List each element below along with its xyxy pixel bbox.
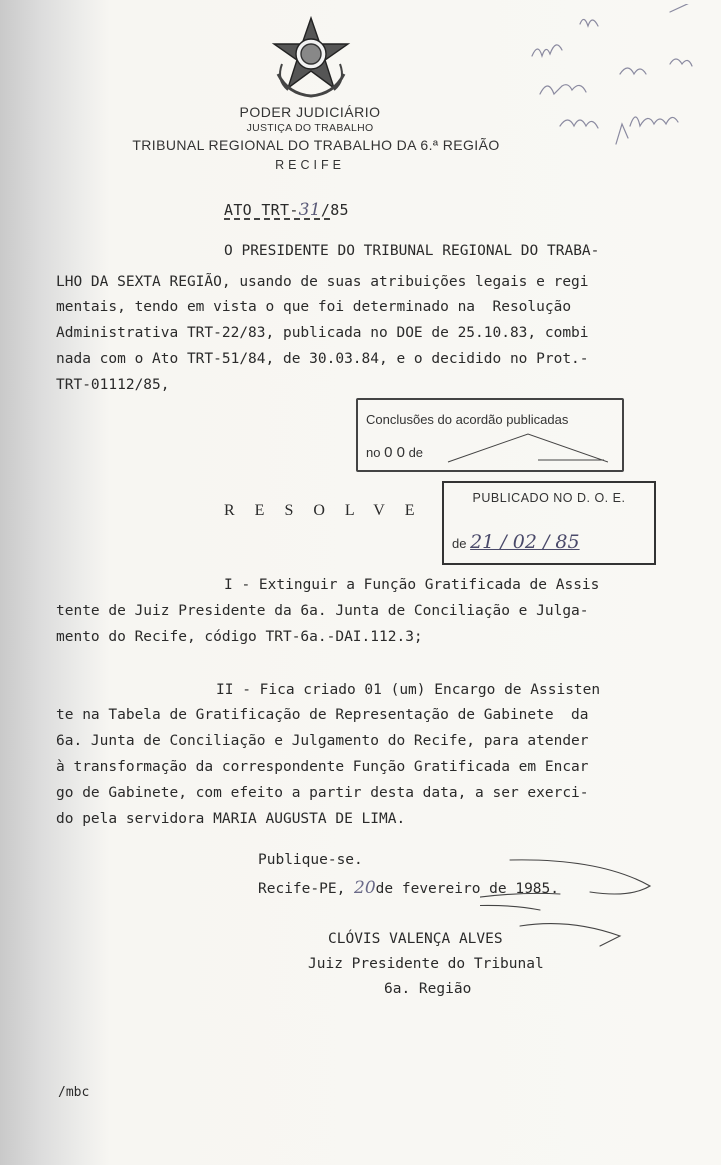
preamble-line: Administrativa TRT-22/83, publicada no DOE de 25.10.83, combi — [56, 325, 589, 341]
act-suffix: /85 — [320, 201, 349, 219]
header-tribunal: TRIBUNAL REGIONAL DO TRABALHO DA 6.ª REGIÃO — [132, 137, 500, 153]
stamp-conclusoes-text: Conclusões do acordão publicadas — [366, 412, 569, 427]
coat-of-arms-icon — [268, 14, 354, 100]
signatory-name: CLÓVIS VALENÇA ALVES — [328, 931, 503, 947]
day-handwritten: 20 — [354, 878, 376, 898]
header-poder-judiciario: PODER JUDICIÁRIO — [239, 104, 381, 120]
handwritten-annotation — [520, 4, 720, 154]
stamp-publicado-title: PUBLICADO NO D. O. E. — [472, 491, 626, 505]
item1-line: mento do Recife, código TRT-6a.-DAI.112.3; — [56, 629, 423, 645]
item2-line: 6a. Junta de Conciliação e Julgamento do Recife, para atender — [56, 733, 589, 749]
act-prefix: ATO TRT- — [224, 201, 299, 219]
act-title — [224, 200, 349, 220]
publication-date-handwritten: 21 / 02 / 85 — [470, 531, 580, 553]
stamp-publicado-date: de 21 / 02 / 85 — [452, 531, 580, 553]
signatory-title: Juiz Presidente do Tribunal — [308, 956, 544, 972]
item2-line: à transformação da correspondente Função Gratificada em Encar — [56, 759, 589, 775]
stamp-conclusoes — [356, 398, 624, 472]
item2-line: go de Gabinete, com efeito a partir desta data, a ser exerci- — [56, 785, 589, 801]
act-number-handwritten: 31 — [298, 200, 321, 220]
place-date: Recife-PE, 20de fevereiro de 1985. — [258, 878, 559, 898]
item2-line: do pela servidora MARIA AUGUSTA DE LIMA. — [56, 811, 406, 827]
stamp-conclusoes-number: no 0 0 de — [366, 444, 424, 461]
item1-line: I - Extinguir a Função Gratificada de Assis — [224, 577, 600, 593]
signature-scribble — [480, 850, 660, 970]
preamble-line: mentais, tendo em vista o que foi determinado na Resolução — [56, 299, 572, 315]
signatory-region: 6a. Região — [384, 981, 472, 997]
resolve-heading: RESOLVE — [224, 502, 435, 519]
preamble-line: O PRESIDENTE DO TRIBUNAL REGIONAL DO TRABA- — [224, 243, 600, 259]
preamble-line: nada com o Ato TRT-51/84, de 30.03.84, e o decidido no Prot.- — [56, 351, 589, 367]
preamble-line: LHO DA SEXTA REGIÃO, usando de suas atribuições legais e regi — [56, 274, 589, 290]
publique-se: Publique-se. — [258, 852, 363, 868]
stamp-publicado-doe — [442, 481, 656, 565]
preamble-line: TRT-01112/85, — [56, 377, 170, 393]
typist-initials: /mbc — [58, 1085, 90, 1100]
stamp-strike-lines — [418, 430, 608, 466]
act-title-underline — [224, 218, 330, 220]
item2-line: te na Tabela de Gratificação de Representação de Gabinete da — [56, 707, 589, 723]
header-recife: RECIFE — [275, 158, 345, 172]
item1-line: tente de Juiz Presidente da 6a. Junta de Conciliação e Julga- — [56, 603, 589, 619]
item2-line: II - Fica criado 01 (um) Encargo de Assisten — [216, 682, 601, 698]
header-justica-trabalho: JUSTIÇA DO TRABALHO — [246, 122, 374, 134]
